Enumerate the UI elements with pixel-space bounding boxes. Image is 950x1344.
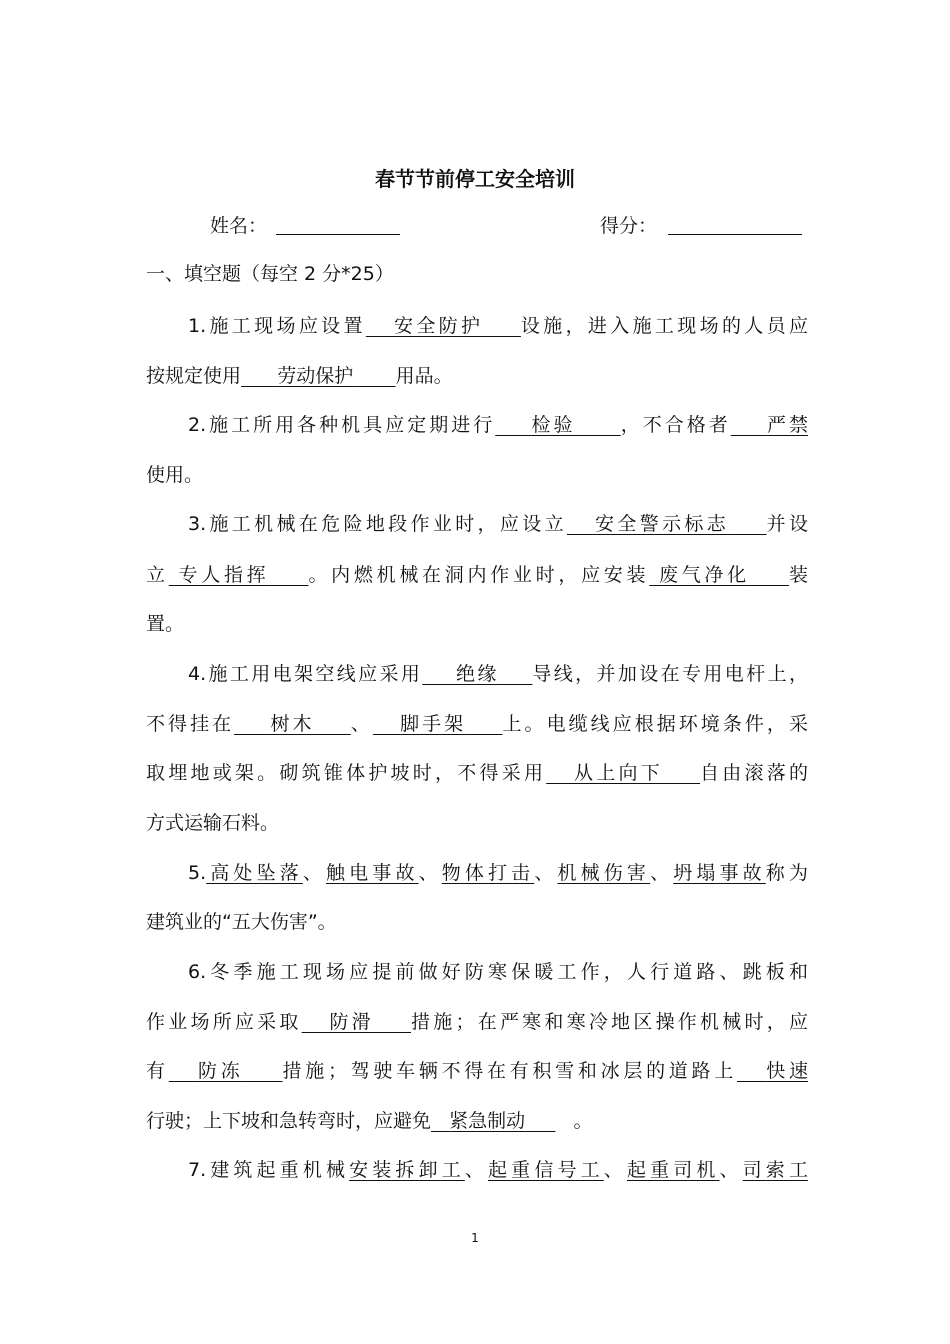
question-1-line-1: 1.施工现场应设置 安全防护 设施，进入施工现场的人员应	[188, 315, 808, 337]
answer-blank: 树木	[270, 713, 315, 735]
answer-blank: 物体打击	[441, 862, 535, 884]
answer-blank: 触电事故	[326, 862, 419, 884]
answer-blank: 防滑	[329, 1011, 374, 1033]
question-3-line-2: 立 专人指挥 。内燃机械在洞内作业时，应安装 废气净化 装	[146, 564, 808, 586]
answer-blank: 废气净化	[659, 564, 750, 586]
question-3-line-3: 置。	[146, 613, 185, 635]
question-7-line-1: 7.建筑起重机械安装拆卸工、起重信号工、起重司机、司索工	[188, 1159, 808, 1181]
section-heading: 一、填空题（每空 2 分*25）	[146, 263, 394, 285]
question-6-line-1: 6.冬季施工现场应提前做好防寒保暖工作，人行道路、跳板和	[188, 961, 808, 983]
answer-blank: 安装拆卸工	[349, 1159, 465, 1181]
question-4-line-4: 方式运输石料。	[146, 812, 280, 834]
question-5-line-2: 建筑业的“五大伤害”。	[146, 911, 337, 933]
answer-blank: 高处坠落	[206, 862, 303, 884]
answer-blank: 快速	[766, 1060, 808, 1082]
question-2-line-1: 2.施工所用各种机具应定期进行 检验 ，不合格者 严禁	[188, 414, 808, 436]
answer-blank: 严禁	[766, 414, 808, 436]
question-6-line-2: 作业场所应采取 防滑 措施；在严寒和寒冷地区操作机械时，应	[146, 1011, 808, 1033]
score-label: 得分：	[600, 215, 658, 237]
page-number: 1	[471, 1231, 479, 1245]
page-title: 春节节前停工安全培训	[375, 167, 575, 191]
question-4-line-1: 4.施工用电架空线应采用 绝缘 导线，并加设在专用电杆上，	[188, 663, 808, 685]
answer-blank: 起重司机	[626, 1159, 720, 1181]
answer-blank: 司索工	[742, 1159, 808, 1181]
question-1-line-2: 按规定使用 劳动保护 用品。	[146, 365, 453, 387]
answer-blank: 起重信号工	[488, 1159, 604, 1181]
answer-blank: 专人指挥	[178, 564, 270, 586]
answer-blank: 劳动保护	[277, 365, 354, 387]
answer-blank: 检验	[531, 414, 576, 436]
answer-blank: 安全警示标志	[595, 513, 730, 535]
answer-blank: 坍塌事故	[673, 862, 766, 884]
answer-blank: 从上向下	[574, 762, 663, 784]
score-blank	[668, 234, 802, 235]
answer-blank: 紧急制动	[449, 1110, 526, 1132]
question-4-line-3: 取埋地或架。砌筑锥体护坡时，不得采用 从上向下 自由滚落的	[146, 762, 808, 784]
question-2-line-2: 使用。	[146, 464, 204, 486]
question-6-line-3: 有 防冻 措施；驾驶车辆不得在有积雪和冰层的道路上 快速	[146, 1060, 808, 1082]
question-3-line-1: 3.施工机械在危险地段作业时，应设立 安全警示标志 并设	[188, 513, 808, 535]
answer-blank: 安全防护	[394, 315, 484, 337]
answer-blank: 机械伤害	[557, 862, 651, 884]
name-blank	[276, 234, 400, 235]
answer-blank: 防冻	[198, 1060, 244, 1082]
question-6-line-4: 行驶；上下坡和急转弯时，应避免 紧急制动 。	[146, 1110, 593, 1132]
question-4-line-2: 不得挂在 树木 、 脚手架 上。电缆线应根据环境条件，采	[146, 713, 808, 735]
question-5-line-1: 5.高处坠落、触电事故、物体打击、机械伤害、坍塌事故称为	[188, 862, 808, 884]
name-label: 姓名：	[210, 215, 268, 237]
answer-blank: 绝缘	[455, 663, 499, 685]
answer-blank: 脚手架	[400, 713, 467, 735]
